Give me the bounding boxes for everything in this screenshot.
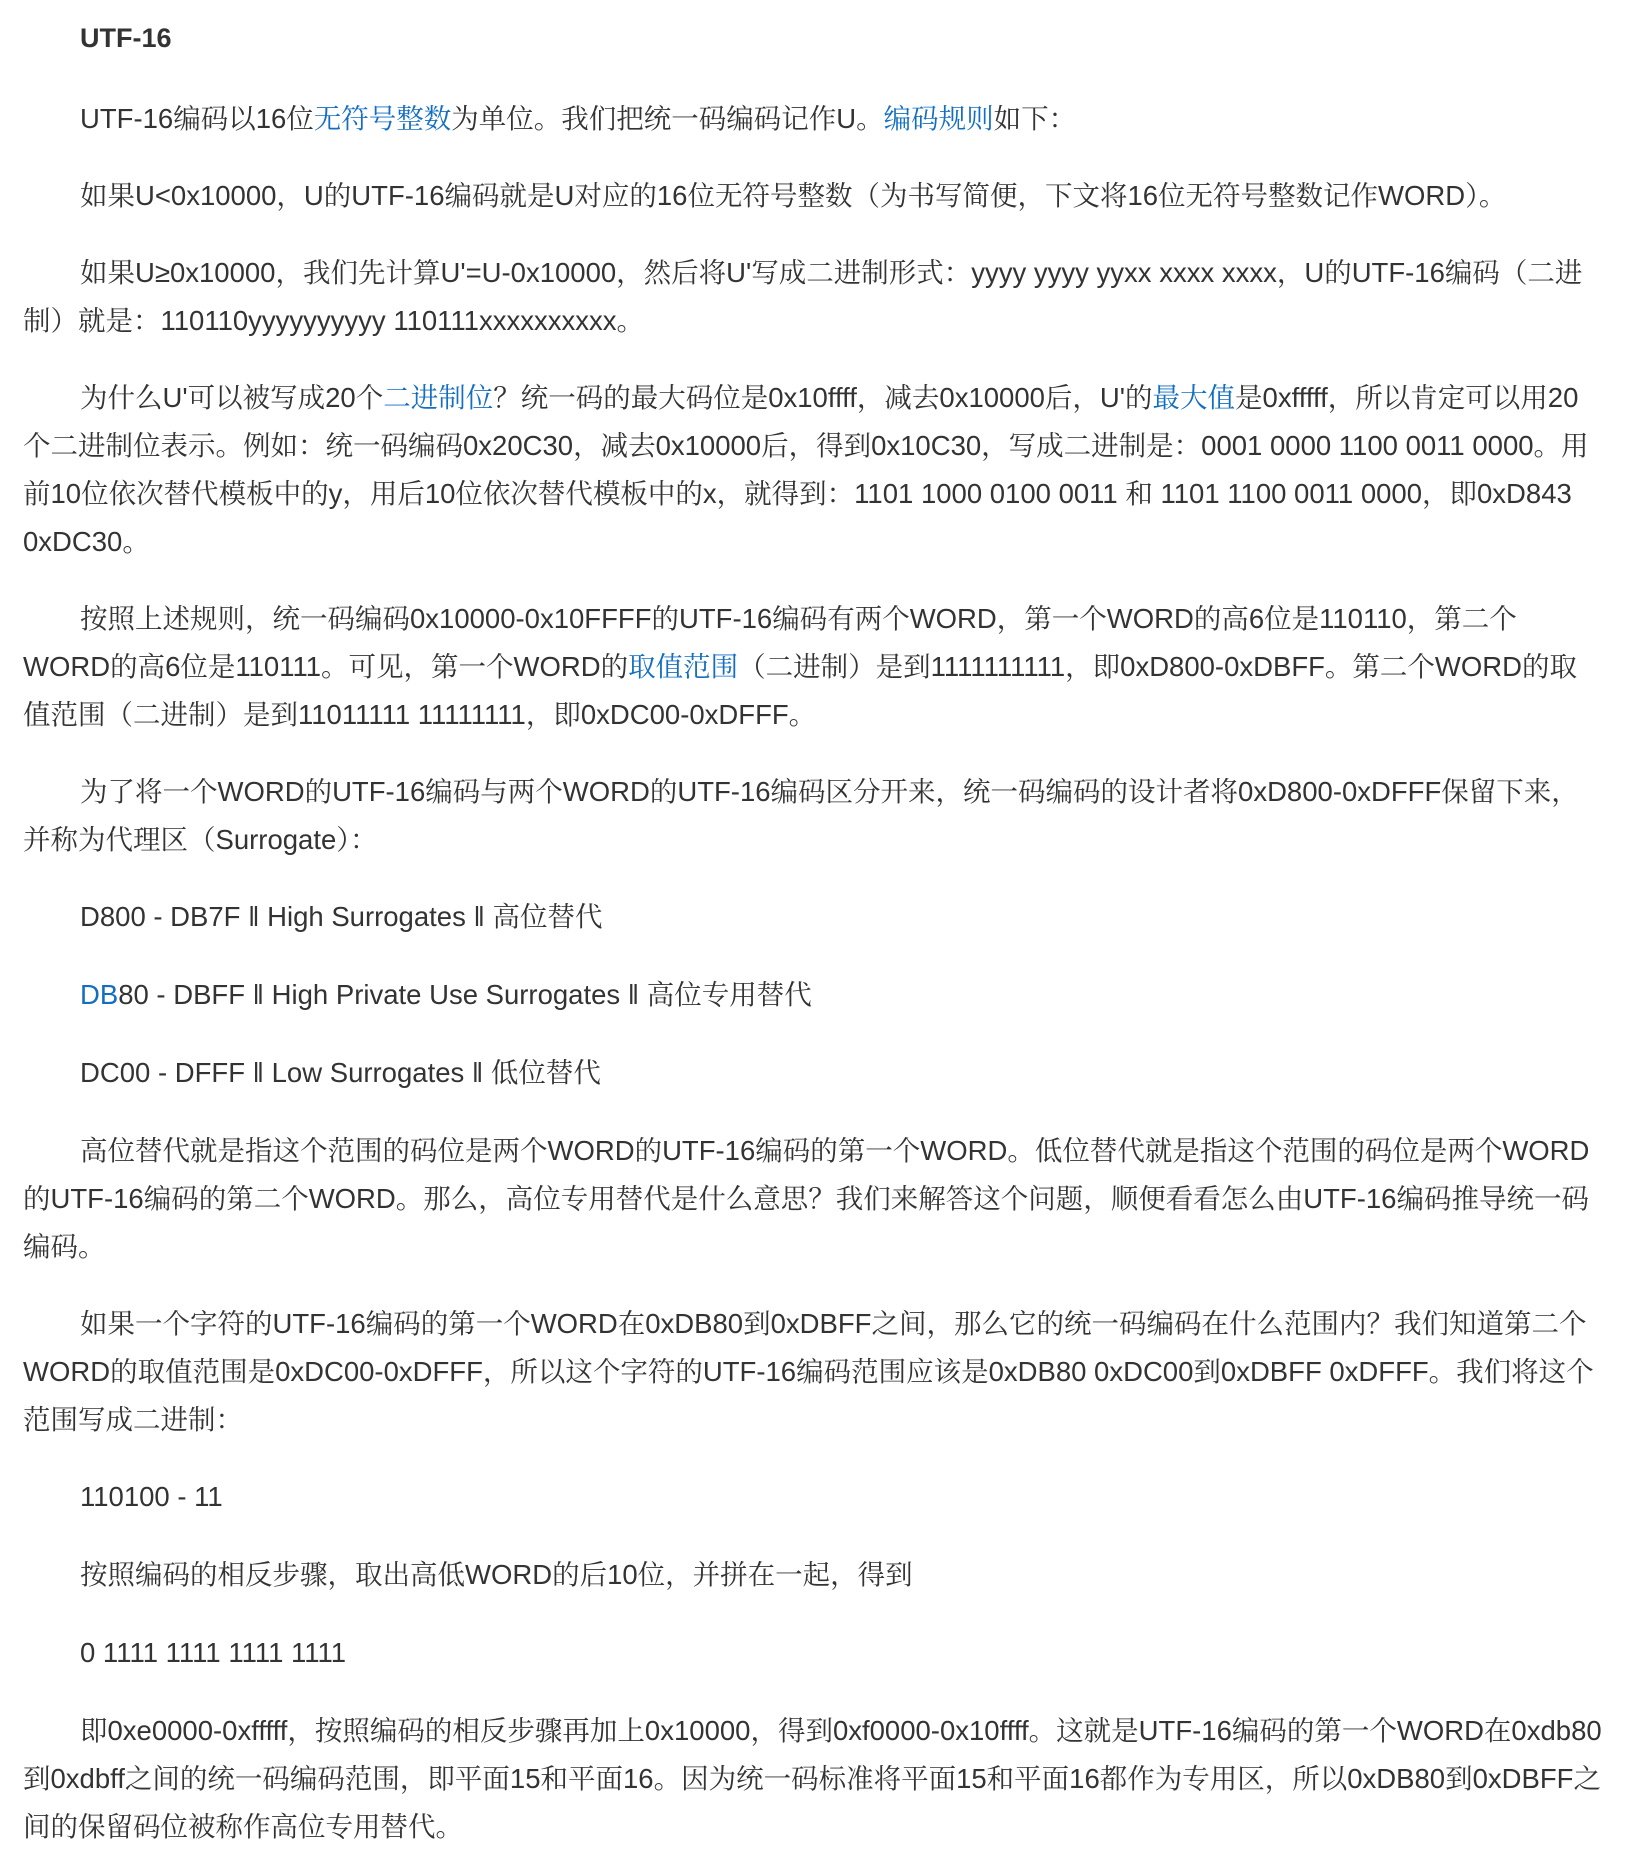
- text: 如下：: [993, 103, 1077, 134]
- binary-range: 110100 - 11: [80, 1481, 223, 1512]
- surrogate-range-low: DC00 - DFFF ‖ Low Surrogates ‖ 低位替代: [80, 1057, 601, 1088]
- link-unsigned-integer[interactable]: 无符号整数: [313, 103, 452, 134]
- paragraph-1: [23, 95, 1603, 143]
- paragraph-13: 按照编码的相反步骤，取出高低WORD的后10位，并拼在一起，得到: [80, 1559, 913, 1590]
- paragraph-10: 高位替代就是指这个范围的码位是两个WORD的UTF-16编码的第一个WORD。低位替代就是指这个范围的码位是两个WORD的UTF-16编码的第二个WORD。那么，高位专用替代是什么意思？我们来解答这个问题，顺便看看怎么由UTF-16编码推导统一码编码。: [23, 1135, 1590, 1262]
- paragraph-4: [23, 374, 1603, 566]
- text: UTF-16编码以16位: [80, 103, 314, 134]
- text: 是0xfffff，所以肯定可以用20个二进制位表示。例如：统一码编码0x20C30，减去0x10000后，得到0x10C30，写成二进制是：0001 0000 1100 0011 0000。用前10位依次替代模板中的y，用后10位依次替代模板中的x，就得到：1101 1000 0100 0011 和 1101 1100 0011 0000，即0xD843 0xDC30。: [23, 382, 1589, 557]
- link-encoding-rules[interactable]: 编码规则: [883, 103, 994, 134]
- text: （二进制）是到1111111111，即0xD800-0xDBFF。第二个WORD的取值范围（二进制）是到11011111 11111111，即0xDC00-0xDFFF。: [23, 651, 1578, 730]
- link-binary-digit[interactable]: 二进制位: [383, 382, 494, 413]
- link-value-range[interactable]: 取值范围: [628, 651, 739, 682]
- text: 为单位。我们把统一码编码记作U。: [451, 103, 884, 134]
- binary-result: 0 1111 1111 1111 1111: [80, 1637, 347, 1668]
- section-heading: UTF-16: [80, 23, 172, 53]
- text: ？统一码的最大码位是0x10ffff，减去0x10000后，U'的: [493, 382, 1153, 413]
- text: 80 - DBFF ‖ High Private Use Surrogates ‖ 高位专用替代: [118, 979, 812, 1010]
- surrogate-range-high: D800 - DB7F ‖ High Surrogates ‖ 高位替代: [80, 901, 603, 932]
- paragraph-11: 如果一个字符的UTF-16编码的第一个WORD在0xDB80到0xDBFF之间，那么它的统一码编码在什么范围内？我们知道第二个WORD的取值范围是0xDC00-0xDFFF，所以这个字符的UTF-16编码范围应该是0xDB80 0xDC00到0xDBFF 0xDFFF。我们将这个范围写成二进制：: [23, 1308, 1594, 1435]
- paragraph-6: 为了将一个WORD的UTF-16编码与两个WORD的UTF-16编码区分开来，统一码编码的设计者将0xD800-0xDFFF保留下来，并称为代理区（Surrogate）：: [23, 776, 1579, 855]
- text: 为什么U'可以被写成20个: [80, 382, 384, 413]
- paragraph-5: [23, 595, 1603, 739]
- paragraph-15: 即0xe0000-0xfffff，按照编码的相反步骤再加上0x10000，得到0xf0000-0x10ffff。这就是UTF-16编码的第一个WORD在0xdb80到0xdbff之间的统一码编码范围，即平面15和平面16。因为统一码标准将平面15和平面16都作为专用区，所以0xDB80到0xDBFF之间的保留码位被称作高位专用替代。: [23, 1715, 1602, 1842]
- paragraph-2: 如果U<0x10000，U的UTF-16编码就是U对应的16位无符号整数（为书写简便，下文将16位无符号整数记作WORD）。: [80, 180, 1507, 211]
- link-db[interactable]: DB: [80, 979, 119, 1010]
- paragraph-3: 如果U≥0x10000，我们先计算U'=U-0x10000，然后将U'写成二进制形式：yyyy yyyy yyxx xxxx xxxx，U的UTF-16编码（二进制）就是：110110yyyyyyyyyy 110111xxxxxxxxxx。: [23, 257, 1583, 336]
- text: 按照上述规则，统一码编码0x10000-0x10FFFF的UTF-16编码有两个WORD，第一个WORD的高6位是110110，第二个WORD的高6位是110111。可见，第一个WORD的: [23, 603, 1517, 682]
- link-maximum-value[interactable]: 最大值: [1152, 382, 1236, 413]
- surrogate-range-high-private: [23, 971, 1603, 1019]
